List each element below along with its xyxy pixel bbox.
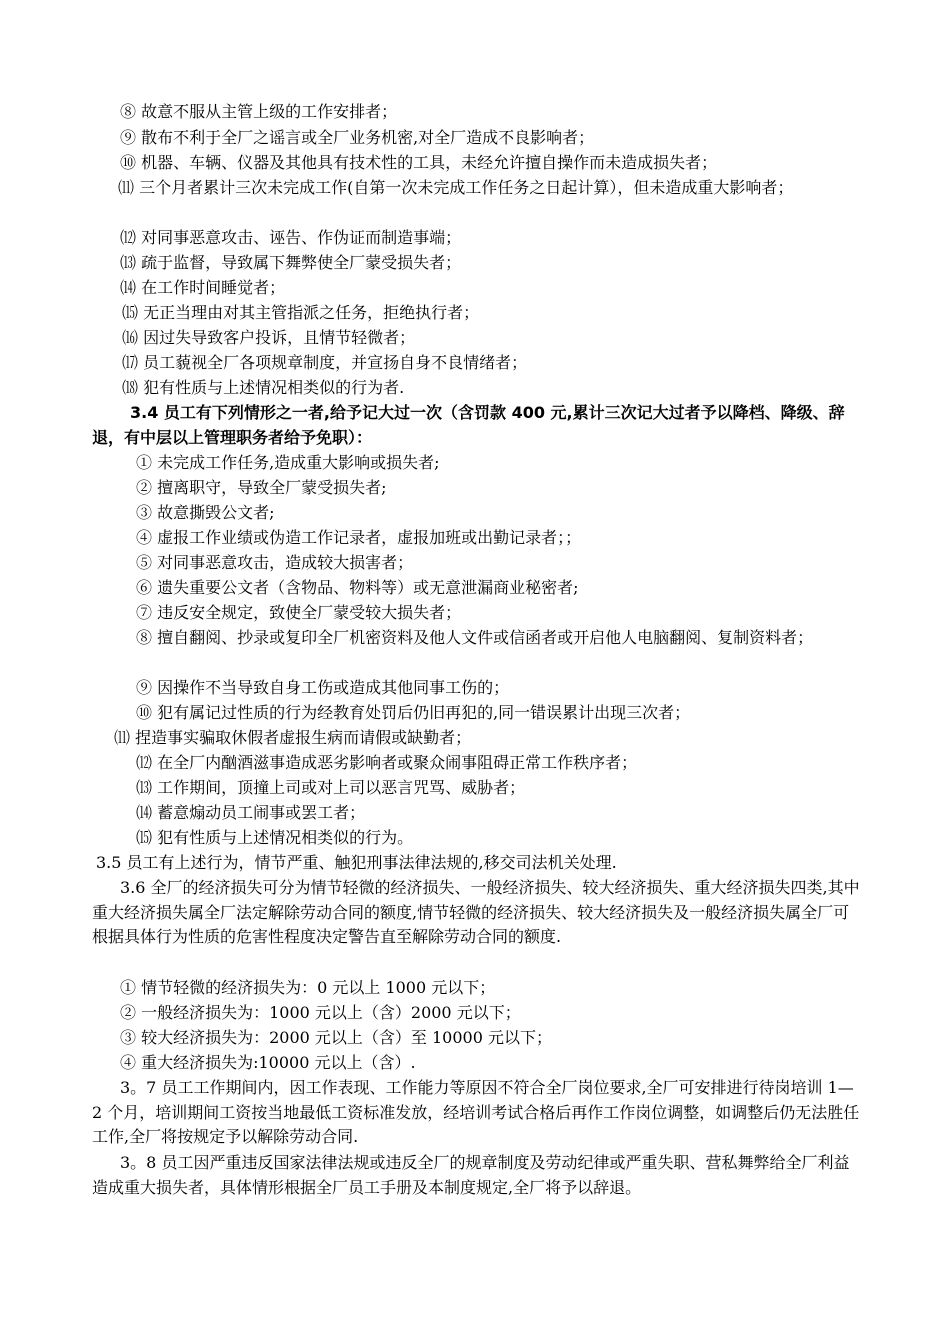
section-3-4-item-12: ⑿ 在全厂内酗酒滋事造成恶劣影响者或聚众闹事阻碍正常工作秩序者； — [136, 753, 638, 772]
section-3-4-item-10: ⑩ 犯有属记过性质的行为经教育处罚后仍旧再犯的,同一错误累计出现三次者； — [136, 703, 691, 722]
section-3-5: 3.5 员工有上述行为，情节严重、触犯刑事法律法规的,移交司法机关处理. — [96, 853, 617, 872]
section-3-4-heading: 3.4 员工有下列情形之一者,给予记大过一次（含罚款 400 元,累计三次记大过者予以降档、降级、辞退，有中层以上管理职务者给予免职）： — [92, 403, 845, 447]
section-3-4-item-15: ⒂ 犯有性质与上述情况相类似的行为。 — [136, 828, 414, 847]
clause-item-14: ⒁ 在工作时间睡觉者； — [120, 278, 286, 297]
loss-category-2: ② 一般经济损失为：1000 元以上（含）2000 元以下； — [120, 1003, 521, 1022]
clause-item-11: ⑾ 三个月者累计三次未完成工作(自第一次未完成工作任务之日起计算），但未造成重大影响者； — [118, 178, 794, 197]
section-3-4-item-13: ⒀ 工作期间，顶撞上司或对上司以恶言咒骂、威胁者； — [136, 778, 526, 797]
section-3-8: 3。8 员工因严重违反国家法律法规或违反全厂的规章制度及劳动纪律或严重失职、营私舞弊给全厂利益造成重大损失者，具体情形根据全厂员工手册及本制度规定,全厂将予以辞退。 — [92, 1153, 850, 1197]
section-3-4-item-7: ⑦ 违反安全规定，致使全厂蒙受较大损失者； — [136, 603, 462, 622]
clause-item-13: ⒀ 疏于监督，导致属下舞弊使全厂蒙受损失者； — [120, 253, 462, 272]
clause-item-10: ⑩ 机器、车辆、仪器及其他具有技术性的工具，未经允许擅自操作而未造成损失者； — [120, 153, 718, 172]
loss-category-4: ④ 重大经济损失为:10000 元以上（含）. — [120, 1053, 416, 1072]
section-3-4-item-3: ③ 故意撕毁公文者; — [136, 503, 275, 522]
clause-item-17: ⒄ 员工藐视全厂各项规章制度，并宣扬自身不良情绪者； — [122, 353, 528, 372]
clause-item-18: ⒅ 犯有性质与上述情况相类似的行为者. — [122, 378, 405, 397]
clause-item-9: ⑨ 散布不利于全厂之谣言或全厂业务机密,对全厂造成不良影响者； — [120, 128, 595, 147]
clause-item-16: ⒃ 因过失导致客户投诉，且情节轻微者； — [122, 328, 416, 347]
clause-item-8: ⑧ 故意不服从主管上级的工作安排者； — [120, 102, 398, 121]
section-3-4-item-5: ⑤ 对同事恶意攻击，造成较大损害者； — [136, 553, 414, 572]
section-3-4-item-2: ② 擅离职守，导致全厂蒙受损失者; — [136, 478, 387, 497]
section-3-4-item-8: ⑧ 擅自翻阅、抄录或复印全厂机密资料及他人文件或信函者或开启他人电脑翻阅、复制资料者； — [136, 628, 814, 647]
section-3-6: 3.6 全厂的经济损失可分为情节轻微的经济损失、一般经济损失、较大经济损失、重大经济损失四类,其中重大经济损失属全厂法定解除劳动合同的额度,情节轻微的经济损失、较大经济损失及一般经济损失属全厂可根据具体行为性质的危害性程度决定警告直至解除劳动合同的额度. — [92, 878, 860, 947]
clause-item-12: ⑿ 对同事恶意攻击、诬告、作伪证而制造事端； — [120, 228, 462, 247]
clause-item-15: ⒂ 无正当理由对其主管指派之任务，拒绝执行者； — [122, 303, 480, 322]
loss-category-3: ③ 较大经济损失为：2000 元以上（含）至 10000 元以下； — [120, 1028, 552, 1047]
section-3-4-item-11: ⑾ 捏造事实骗取休假者虚报生病而请假或缺勤者； — [114, 728, 472, 747]
section-3-7: 3。7 员工工作期间内，因工作表现、工作能力等原因不符合全厂岗位要求,全厂可安排进行待岗培训 1—2 个月，培训期间工资按当地最低工资标准发放，经培训考试合格后再作工作岗位调整，如调整后仍无法胜任工作,全厂将按规定予以解除劳动合同. — [92, 1078, 860, 1147]
section-3-4-item-14: ⒁ 蓄意煽动员工闹事或罢工者； — [136, 803, 366, 822]
loss-category-1: ① 情节轻微的经济损失为：0 元以上 1000 元以下； — [120, 978, 496, 997]
section-3-4-item-9: ⑨ 因操作不当导致自身工伤或造成其他同事工伤的； — [136, 678, 510, 697]
section-3-4-item-4: ④ 虚报工作业绩或伪造工作记录者，虚报加班或出勤记录者；； — [136, 528, 582, 547]
section-3-4-item-1: ① 未完成工作任务,造成重大影响或损失者; — [136, 453, 440, 472]
section-3-4-item-6: ⑥ 遗失重要公文者（含物品、物料等）或无意泄漏商业秘密者; — [136, 578, 579, 597]
